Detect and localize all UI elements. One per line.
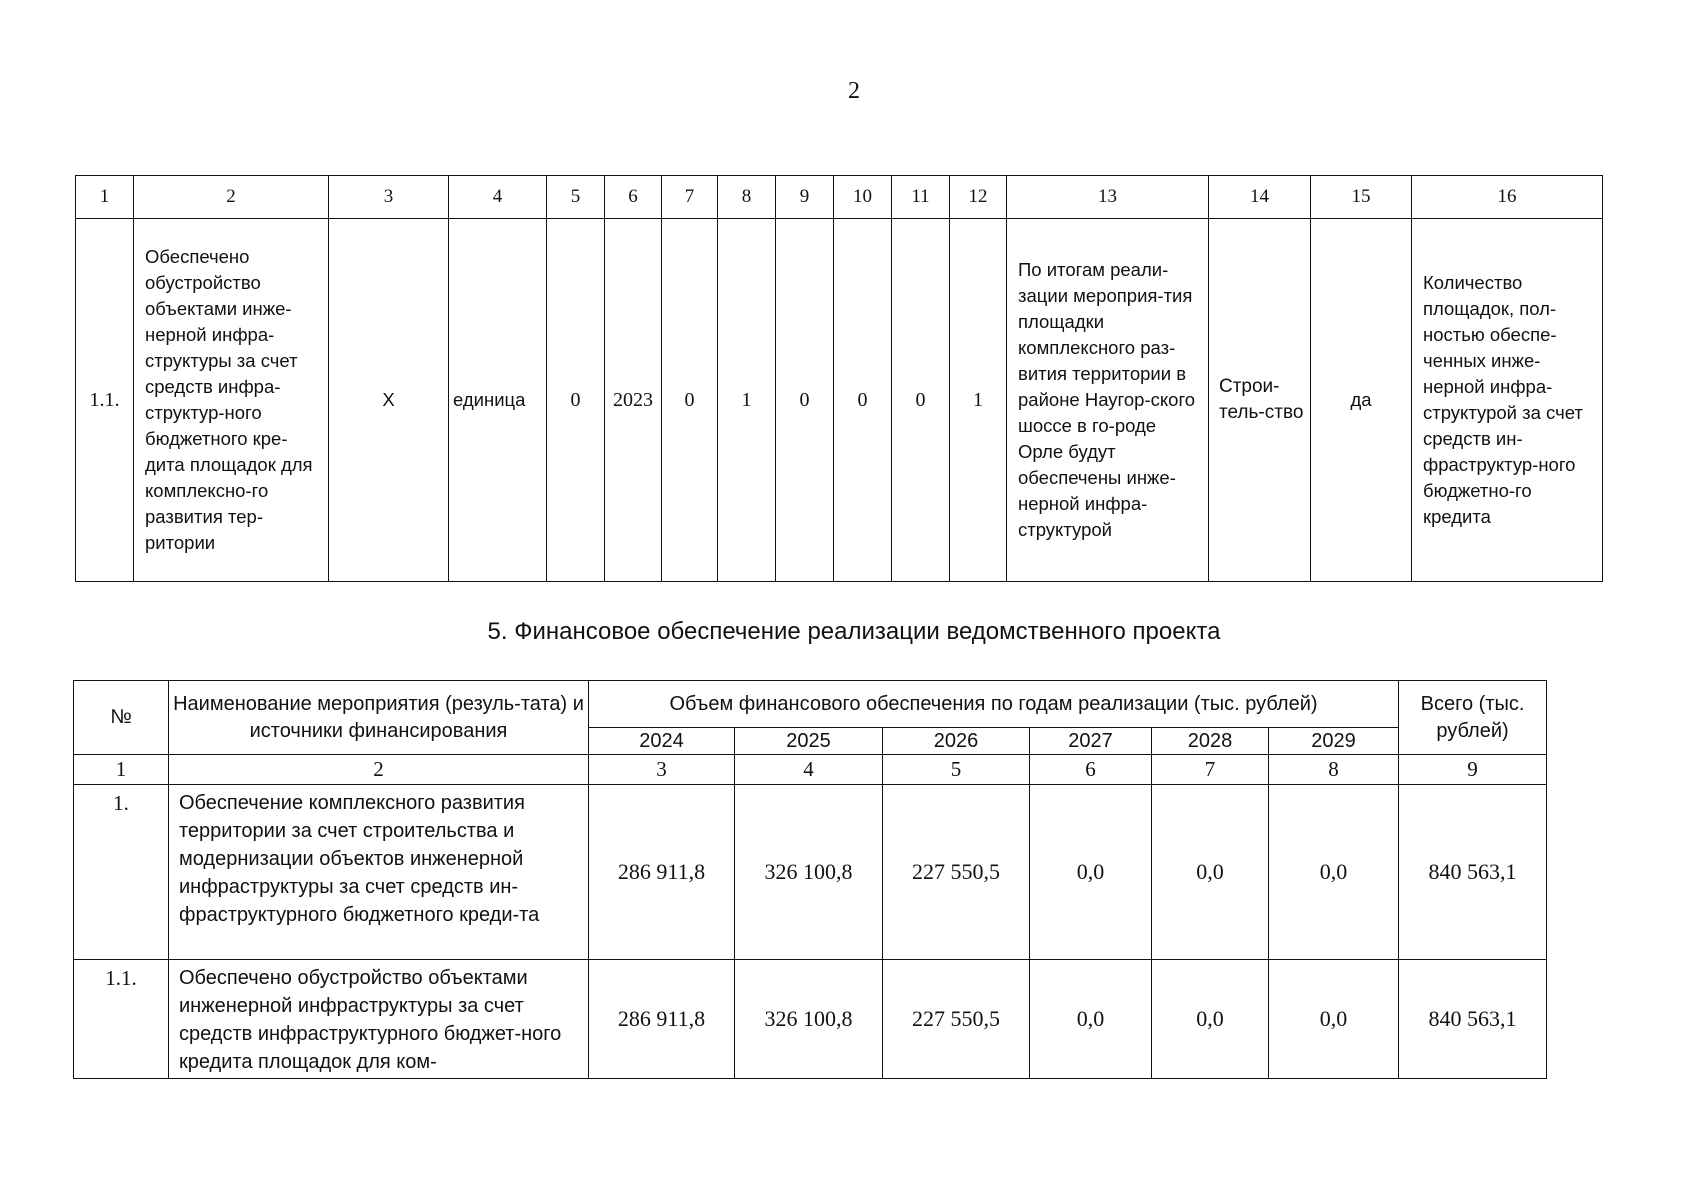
header-cell: 16 [1412, 176, 1603, 219]
year-header: 2026 [883, 728, 1030, 755]
year-value: 227 550,5 [883, 785, 1030, 960]
indicator-link: Количество площадок, пол-ностью обеспе-ченных инже-нерной инфра-структурой за счет средств ин-фраструктур-ного бюджетно-го кредита [1412, 219, 1603, 582]
year-value: 227 550,5 [883, 960, 1030, 1079]
results-table-header-row [76, 176, 1603, 219]
header-cell: 1 [76, 176, 134, 219]
header-cell: 8 [718, 176, 776, 219]
total-value: 840 563,1 [1399, 785, 1547, 960]
cumulative-flag: да [1311, 219, 1412, 582]
column-numbers-row [74, 755, 1547, 785]
unit-of-measure: единица [449, 219, 547, 582]
table-row [76, 219, 1603, 582]
year-value: 0,0 [1030, 960, 1152, 1079]
header-cell: 11 [892, 176, 950, 219]
year-header: 2027 [1030, 728, 1152, 755]
section-title: 5. Финансовое обеспечение реализации ведомственного проекта [487, 618, 1221, 645]
base-year: 2023 [605, 219, 662, 582]
col-name-header: Наименование мероприятия (резуль-тата) и источники финансирования [169, 681, 589, 755]
col-total-header: Всего (тыс. рублей) [1399, 681, 1547, 755]
header-cell: 5 [547, 176, 605, 219]
row-index: 1.1. [74, 960, 169, 1079]
year-value: 326 100,8 [735, 960, 883, 1079]
year-value: 286 911,8 [589, 785, 735, 960]
value-cell: 1 [950, 219, 1007, 582]
year-value: 0,0 [1269, 960, 1399, 1079]
table-row [74, 785, 1547, 960]
page-number: 2 [848, 78, 860, 104]
header-cell: 15 [1311, 176, 1412, 219]
results-table [75, 175, 1603, 582]
result-description: По итогам реали-зации мероприя-тия площадки комплексного раз-вития территории в районе Наугор-ского шоссе в го-роде Орле будут обеспечены инже-нерной инфра-структурой [1007, 219, 1209, 582]
measure-name: Обеспечено обустройство объектами инженерной инфраструктуры за счет средств инфраструктурного бюджет-ного кредита площадок для ком- [169, 960, 589, 1079]
financing-header-row [74, 681, 1547, 728]
year-header: 2025 [735, 728, 883, 755]
year-header: 2029 [1269, 728, 1399, 755]
column-number: 9 [1399, 755, 1547, 785]
total-value: 840 563,1 [1399, 960, 1547, 1079]
row-index: 1. [74, 785, 169, 960]
year-header: 2024 [589, 728, 735, 755]
value-cell: 0 [892, 219, 950, 582]
column-number: 4 [735, 755, 883, 785]
year-header: 2028 [1152, 728, 1269, 755]
column-number: 7 [1152, 755, 1269, 785]
year-value: 0,0 [1269, 785, 1399, 960]
year-value: 0,0 [1030, 785, 1152, 960]
financing-table [73, 680, 1547, 1079]
result-name: Обеспечено обустройство объектами инже-нерной инфра-структуры за счет средств инфра-структур-ного бюджетного кре-дита площадок для комплексно-го развития тер-ритории [134, 219, 329, 582]
header-cell: 12 [950, 176, 1007, 219]
header-cell: 7 [662, 176, 718, 219]
col-number-header: № [74, 681, 169, 755]
column-number: 8 [1269, 755, 1399, 785]
col-volume-header: Объем финансового обеспечения по годам реализации (тыс. рублей) [589, 681, 1399, 728]
header-cell: 13 [1007, 176, 1209, 219]
value-cell: 0 [662, 219, 718, 582]
column-number: 5 [883, 755, 1030, 785]
header-cell: 9 [776, 176, 834, 219]
column-number: 2 [169, 755, 589, 785]
header-cell: 3 [329, 176, 449, 219]
header-cell: 10 [834, 176, 892, 219]
result-category: Строи-тель-ство [1209, 219, 1311, 582]
year-value: 0,0 [1152, 785, 1269, 960]
column-number: 6 [1030, 755, 1152, 785]
table-row [74, 960, 1547, 1079]
header-cell: 6 [605, 176, 662, 219]
measure-name: Обеспечение комплексного развития территории за счет строительства и модернизации объектов инженерной инфраструктуры за счет средств ин-фраструктурного бюджетного креди-та [169, 785, 589, 960]
header-cell: 4 [449, 176, 547, 219]
year-value: 326 100,8 [735, 785, 883, 960]
row-index: 1.1. [76, 219, 134, 582]
year-value: 0,0 [1152, 960, 1269, 1079]
value-cell: 0 [834, 219, 892, 582]
column-number: 1 [74, 755, 169, 785]
value-cell: 0 [776, 219, 834, 582]
result-type: X [329, 219, 449, 582]
header-cell: 14 [1209, 176, 1311, 219]
value-cell: 1 [718, 219, 776, 582]
year-value: 286 911,8 [589, 960, 735, 1079]
column-number: 3 [589, 755, 735, 785]
header-cell: 2 [134, 176, 329, 219]
base-value: 0 [547, 219, 605, 582]
